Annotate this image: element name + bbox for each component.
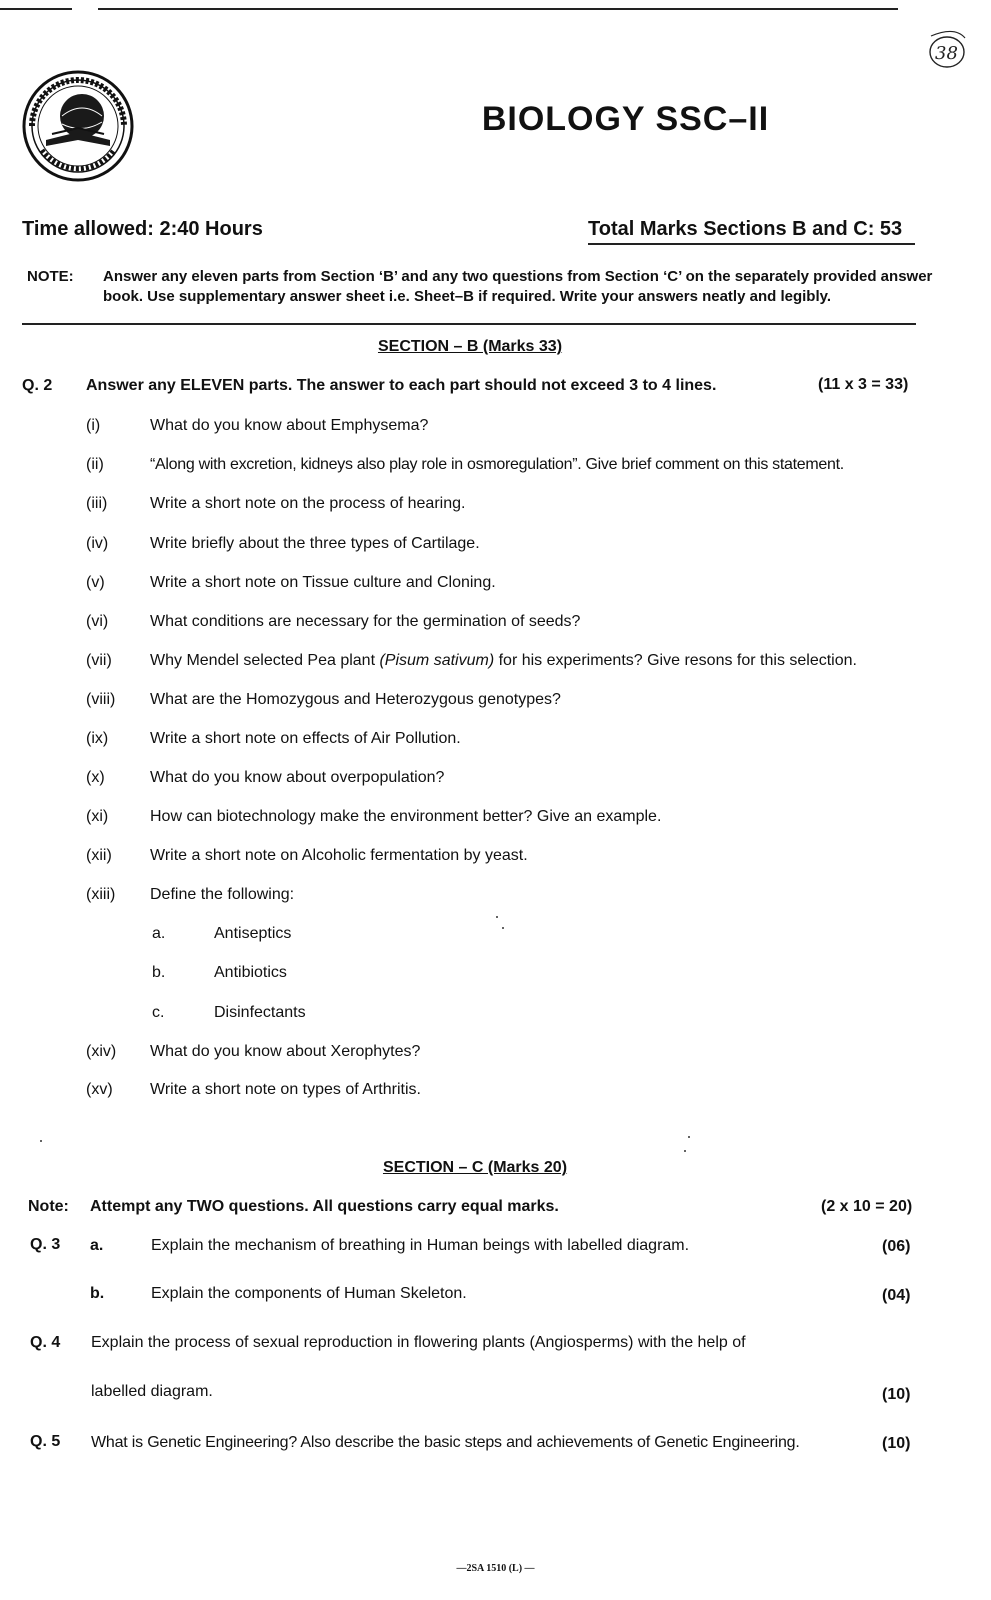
q3-label: Q. 3 <box>30 1236 61 1253</box>
part-number: (viii) <box>86 691 116 708</box>
q3b-letter: b. <box>90 1285 105 1302</box>
part-number: (xiii) <box>86 886 116 903</box>
section-c-note-label: Note: <box>28 1198 69 1215</box>
part-number: (x) <box>86 769 105 786</box>
total-marks: Total Marks Sections B and C: 53 <box>588 218 903 240</box>
part-text: “Along with excretion, kidneys also play role in osmoregulation”. Give brief comment on this statement. <box>150 456 844 473</box>
section-c-heading: SECTION – C (Marks 20) <box>382 1159 568 1176</box>
species-name: (Pisum sativum) <box>379 652 495 669</box>
part-text: What conditions are necessary for the germination of seeds? <box>150 613 581 630</box>
part-number: (iii) <box>86 495 108 512</box>
page-title: BIOLOGY SSC–II <box>481 100 770 138</box>
q2-marks: (11 x 3 = 33) <box>818 376 909 393</box>
note-text: Answer any eleven parts from Section ‘B’ and any two questions from Section ‘C’ on the separately provided answer book. Use supplementary answer sheet i.e. Sheet–B if required. Write your answers neatly and legibly. <box>103 268 933 305</box>
part-text: Write a short note on Tissue culture and Cloning. <box>150 574 496 591</box>
part-number: (ii) <box>86 456 104 473</box>
define-term: Antiseptics <box>214 925 292 942</box>
q5-marks: (10) <box>882 1435 911 1452</box>
part-number: (xv) <box>86 1081 113 1098</box>
scan-speck <box>496 916 498 918</box>
part-text: How can biotechnology make the environment better? Give an example. <box>150 808 662 825</box>
part-number: (xii) <box>86 847 112 864</box>
q2-label: Q. 2 <box>22 377 53 394</box>
q3a-marks: (06) <box>882 1238 911 1255</box>
part-number: (xi) <box>86 808 109 825</box>
top-rule-right <box>98 8 898 10</box>
part-number: (vi) <box>86 613 109 630</box>
q3a-text: Explain the mechanism of breathing in Human beings with labelled diagram. <box>151 1237 690 1254</box>
q4-text-line2: labelled diagram. <box>91 1383 213 1400</box>
define-term: Disinfectants <box>214 1004 306 1021</box>
q3a-letter: a. <box>90 1237 104 1254</box>
part-text: Write a short note on the process of hearing. <box>150 495 466 512</box>
q3b-marks: (04) <box>882 1287 911 1304</box>
part-number: (vii) <box>86 652 112 669</box>
q5-text: What is Genetic Engineering? Also describe the basic steps and achievements of Genetic Engineering. <box>91 1434 800 1451</box>
part-number: (i) <box>86 417 101 434</box>
part-text: What do you know about overpopulation? <box>150 769 445 786</box>
section-c-note-text: Attempt any TWO questions. All questions carry equal marks. <box>90 1198 559 1215</box>
q4-text-line1: Explain the process of sexual reproduction in flowering plants (Angiosperms) with the help of <box>91 1334 746 1351</box>
part-text: What do you know about Xerophytes? <box>150 1043 421 1060</box>
scan-speck <box>684 1150 686 1152</box>
part-text: Write a short note on Alcoholic fermentation by yeast. <box>150 847 528 864</box>
scan-speck <box>688 1136 690 1138</box>
header-rule <box>588 243 915 245</box>
part-text: Write a short note on types of Arthritis. <box>150 1081 421 1098</box>
define-term: Antibiotics <box>214 964 287 981</box>
part-number: (iv) <box>86 535 109 552</box>
scan-speck <box>502 927 504 929</box>
define-letter: a. <box>152 925 166 942</box>
note-rule <box>22 323 916 325</box>
part-text: Define the following: <box>150 886 295 903</box>
q3b-text: Explain the components of Human Skeleton. <box>151 1285 467 1302</box>
page-number: 38 <box>935 43 958 64</box>
define-letter: c. <box>152 1004 165 1021</box>
define-letter: b. <box>152 964 166 981</box>
part-text: Write briefly about the three types of Cartilage. <box>150 535 480 552</box>
part-text: What do you know about Emphysema? <box>150 417 429 434</box>
section-b-heading: SECTION – B (Marks 33) <box>377 338 563 355</box>
part-number: (xiv) <box>86 1043 117 1060</box>
part-text: Why Mendel selected Pea plant (Pisum sativum) for his experiments? Give resons for this selection. <box>150 652 857 669</box>
part-number: (ix) <box>86 730 109 747</box>
section-c-marks: (2 x 10 = 20) <box>821 1198 913 1215</box>
part-text: Write a short note on effects of Air Pollution. <box>150 730 461 747</box>
part-text: What are the Homozygous and Heterozygous genotypes? <box>150 691 561 708</box>
part-number: (v) <box>86 574 105 591</box>
footer-code: —2SA 1510 (L) — <box>456 1563 535 1574</box>
time-allowed: Time allowed: 2:40 Hours <box>22 218 263 240</box>
q4-label: Q. 4 <box>30 1334 61 1351</box>
page-number-circle <box>925 28 969 72</box>
q2-instruction: Answer any ELEVEN parts. The answer to each part should not exceed 3 to 4 lines. <box>86 377 717 394</box>
note-label: NOTE: <box>27 268 74 285</box>
q4-marks: (10) <box>882 1386 911 1403</box>
scan-speck <box>40 1140 42 1142</box>
top-rule-left <box>0 8 72 10</box>
q5-label: Q. 5 <box>30 1433 61 1450</box>
